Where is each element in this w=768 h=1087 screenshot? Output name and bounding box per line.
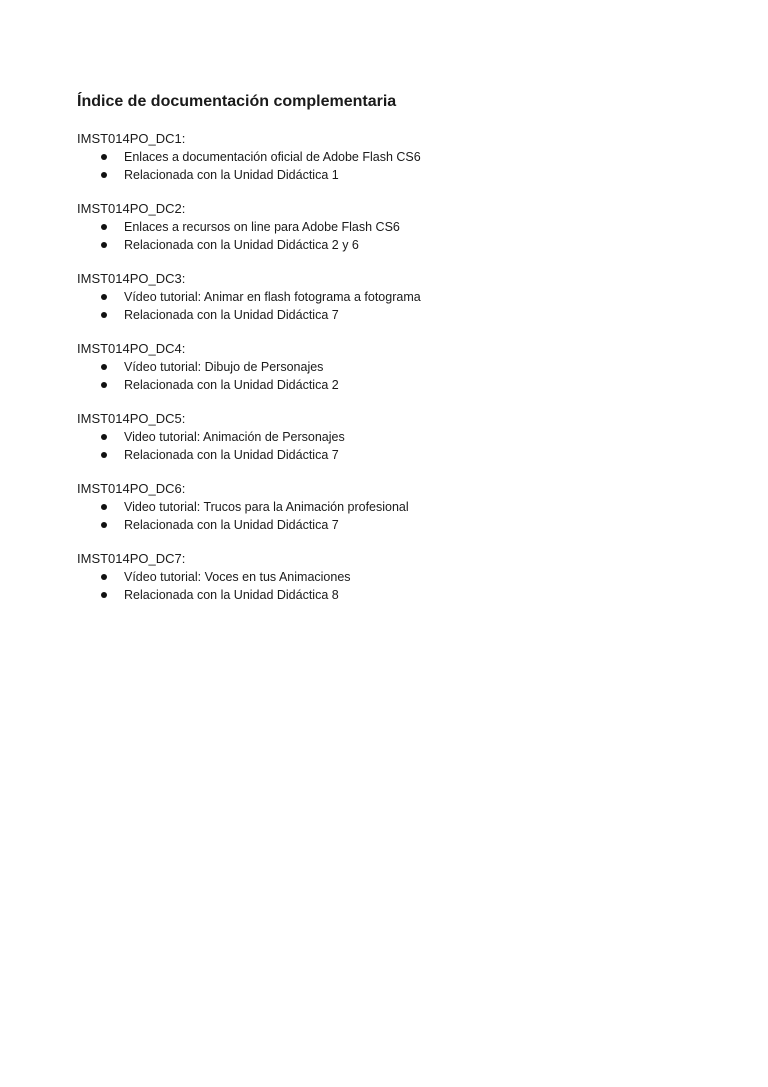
section-dc1 bbox=[77, 130, 717, 184]
bullet-list bbox=[77, 288, 717, 324]
section-dc7 bbox=[77, 550, 717, 604]
list-item bbox=[77, 236, 717, 254]
bullet-list bbox=[77, 218, 717, 254]
section-code: IMST014PO_DC5: bbox=[77, 411, 186, 426]
list-item-text: Vídeo tutorial: Dibujo de Personajes bbox=[124, 360, 324, 374]
section-dc4 bbox=[77, 340, 717, 394]
list-item bbox=[77, 586, 717, 604]
list-item-text: Video tutorial: Trucos para la Animación profesional bbox=[124, 500, 409, 514]
list-item-text: Video tutorial: Animación de Personajes bbox=[124, 430, 345, 444]
bullet-icon bbox=[101, 242, 107, 248]
list-item-text: Relacionada con la Unidad Didáctica 7 bbox=[124, 448, 339, 462]
section-code: IMST014PO_DC6: bbox=[77, 481, 186, 496]
list-item-text: Relacionada con la Unidad Didáctica 7 bbox=[124, 308, 339, 322]
list-item bbox=[77, 428, 717, 446]
section-code: IMST014PO_DC4: bbox=[77, 341, 186, 356]
section-dc2 bbox=[77, 200, 717, 254]
list-item-text: Relacionada con la Unidad Didáctica 2 y 6 bbox=[124, 238, 359, 252]
bullet-icon bbox=[101, 364, 107, 370]
bullet-icon bbox=[101, 312, 107, 318]
list-item-text: Vídeo tutorial: Voces en tus Animaciones bbox=[124, 570, 351, 584]
section-code: IMST014PO_DC2: bbox=[77, 201, 186, 216]
list-item-text: Relacionada con la Unidad Didáctica 8 bbox=[124, 588, 339, 602]
bullet-list bbox=[77, 568, 717, 604]
bullet-icon bbox=[101, 452, 107, 458]
bullet-list bbox=[77, 428, 717, 464]
section-dc5 bbox=[77, 410, 717, 464]
section-code: IMST014PO_DC3: bbox=[77, 271, 186, 286]
document-title: Índice de documentación complementaria bbox=[77, 93, 397, 110]
list-item bbox=[77, 166, 717, 184]
bullet-list bbox=[77, 498, 717, 534]
list-item bbox=[77, 568, 717, 586]
list-item bbox=[77, 288, 717, 306]
bullet-icon bbox=[101, 504, 107, 510]
bullet-icon bbox=[101, 224, 107, 230]
section-code: IMST014PO_DC7: bbox=[77, 551, 186, 566]
list-item bbox=[77, 148, 717, 166]
bullet-icon bbox=[101, 294, 107, 300]
section-dc3 bbox=[77, 270, 717, 324]
bullet-icon bbox=[101, 172, 107, 178]
list-item bbox=[77, 358, 717, 376]
list-item-text: Vídeo tutorial: Animar en flash fotograma a fotograma bbox=[124, 290, 421, 304]
list-item bbox=[77, 498, 717, 516]
bullet-list bbox=[77, 148, 717, 184]
bullet-icon bbox=[101, 154, 107, 160]
list-item-text: Relacionada con la Unidad Didáctica 7 bbox=[124, 518, 339, 532]
bullet-icon bbox=[101, 382, 107, 388]
bullet-icon bbox=[101, 434, 107, 440]
list-item-text: Relacionada con la Unidad Didáctica 1 bbox=[124, 168, 339, 182]
list-item-text: Relacionada con la Unidad Didáctica 2 bbox=[124, 378, 339, 392]
bullet-list bbox=[77, 358, 717, 394]
list-item bbox=[77, 218, 717, 236]
list-item bbox=[77, 516, 717, 534]
bullet-icon bbox=[101, 592, 107, 598]
section-code: IMST014PO_DC1: bbox=[77, 131, 186, 146]
document-page bbox=[77, 92, 717, 620]
list-item-text: Enlaces a recursos on line para Adobe Flash CS6 bbox=[124, 220, 400, 234]
list-item bbox=[77, 306, 717, 324]
bullet-icon bbox=[101, 522, 107, 528]
section-dc6 bbox=[77, 480, 717, 534]
bullet-icon bbox=[101, 574, 107, 580]
list-item bbox=[77, 376, 717, 394]
list-item-text: Enlaces a documentación oficial de Adobe Flash CS6 bbox=[124, 150, 421, 164]
list-item bbox=[77, 446, 717, 464]
